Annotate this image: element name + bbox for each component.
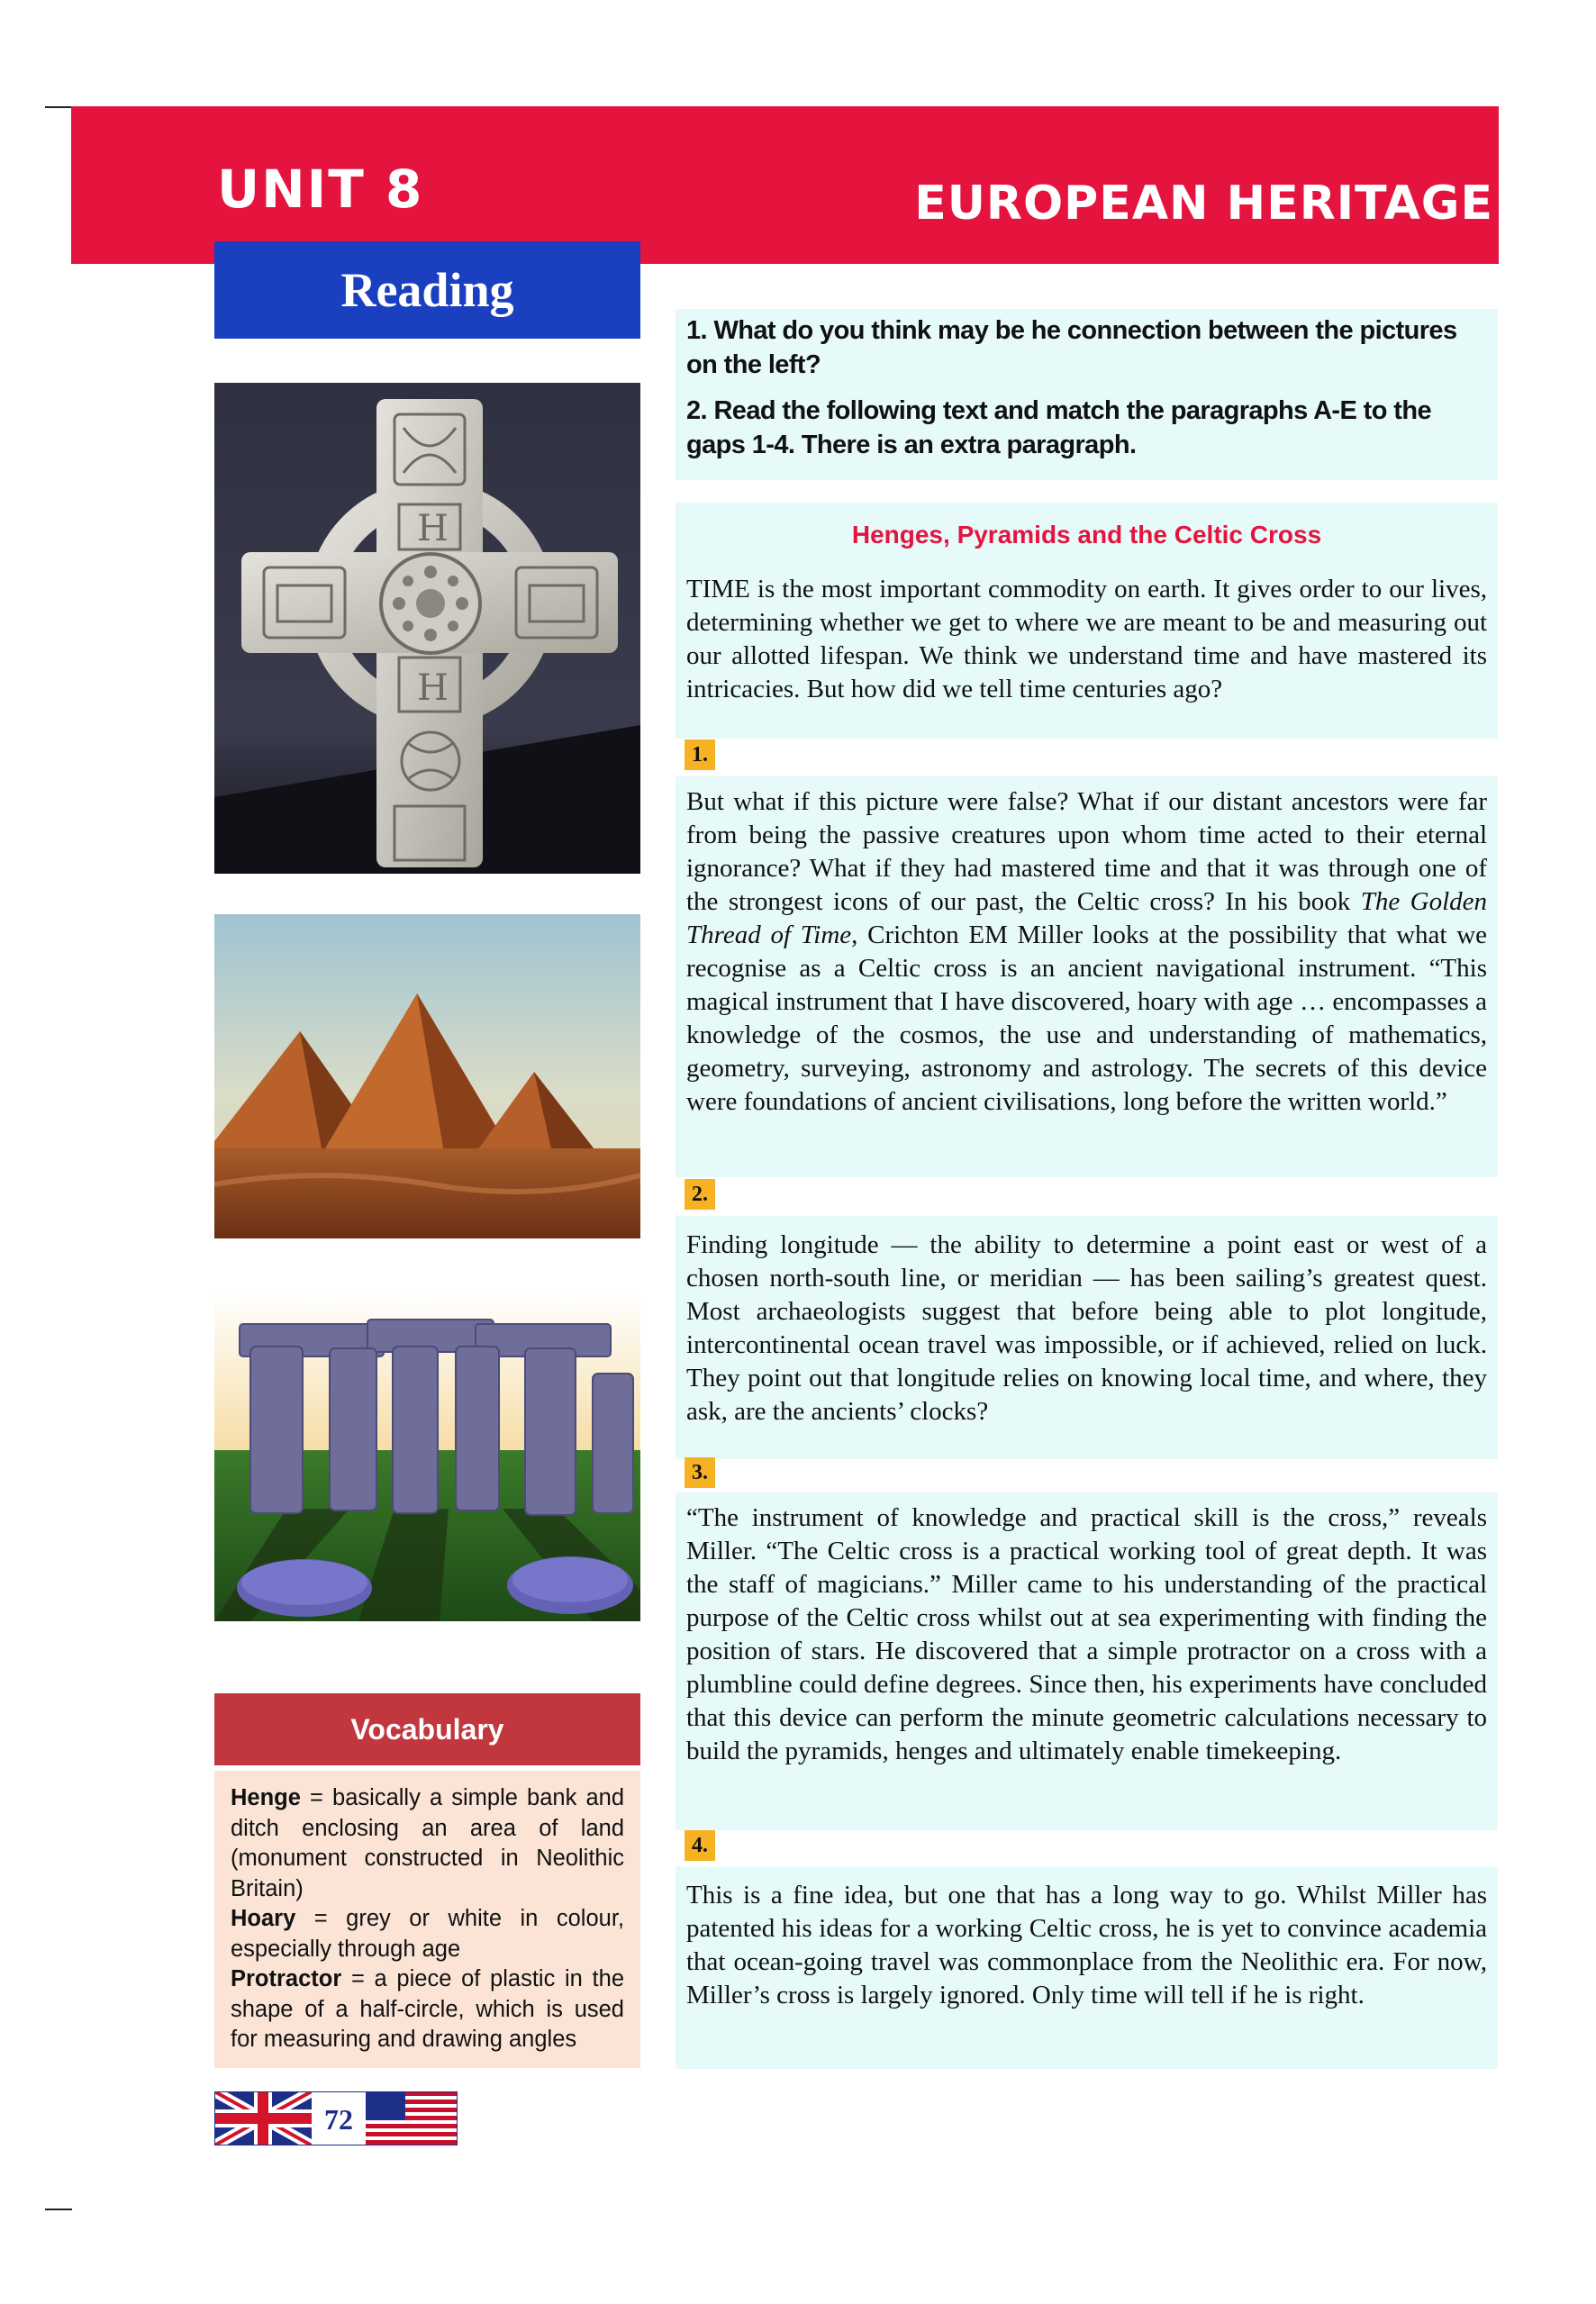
crop-mark-top [45,106,72,108]
paragraph-4-box [676,1866,1498,2069]
gap-label-3: 3. [685,1457,715,1488]
svg-text:H: H [417,508,449,549]
uk-flag-icon [214,2091,312,2145]
vocab-entry-protractor: Protractor = a piece of plastic in the shape of a half-circle, which is used for measuring and drawing angles [231,1966,624,2052]
us-flag-icon [366,2091,458,2145]
celtic-cross-photo [214,383,640,874]
vocabulary-box [214,1771,640,2068]
book-title: The Golden Thread of Time [686,887,1488,949]
paragraph-2-box [676,1216,1498,1459]
crop-mark-bottom [45,2209,72,2210]
question-2: 2. Read the following text and match the paragraphs A-E to the gaps 1-4. There is an extra paragraph. [686,396,1431,459]
stonehenge-photo [214,1293,640,1621]
gap-label-4: 4. [685,1830,715,1861]
paragraph-1-box [676,776,1498,1177]
paragraph-2: Finding longitude — the ability to determine a point east or west of a chosen north-south line, or meridian — has been sailing’s greatest quest. Most archaeologists suggest that before being able to plot longitude, intercontinental ocean travel was impossible, or if achieved, relied on luck. They point out that longitude relies on knowing local time, and where, they ask, are the ancients’ clocks? [686,1230,1487,1426]
vocab-entry-hoary: Hoary = grey or white in colour, especially through age [231,1906,624,1962]
paragraph-3: “The instrument of knowledge and practical skill is the cross,” reveals Miller. “The Celtic cross is a practical working tool of great depth. It was the staff of magicians.” Miller came to his understanding of the practical purpose of the Celtic cross whilst out at sea experimenting with finding the position of stars. He discovered that a simple protractor on a cross with a plumbline could define degrees. Since then, his experiments have concluded that this device can perform the minute geometric calculations necessary to build the pyramids, henges and ultimately enable timekeeping. [686,1503,1487,1765]
question-1: 1. What do you think may be he connection between the pictures on the left? [686,316,1457,379]
section-title: Reading [214,241,640,339]
pyramids-photo [214,914,640,1238]
unit-header [71,106,1499,264]
vocabulary-heading: Vocabulary [214,1693,640,1765]
gap-label-1: 1. [685,739,715,770]
article-title: Henges, Pyramids and the Celtic Cross [851,521,1322,549]
article-intro: TIME is the most important commodity on earth. It gives order to our lives, determining whether we get to where we are meant to be and measuring out our allotted lifespan. We think we understand time and have mastered its intricacies. But how did we tell time centuries ago? [686,575,1487,703]
unit-theme: EUROPEAN HERITAGE [914,177,1493,231]
vocab-entry-henge: Henge = basically a simple bank and ditch enclosing an area of land (monument constructed in Neolithic Britain) [231,1785,624,1901]
paragraph-3-box [676,1492,1498,1830]
questions-box [676,309,1498,480]
article-intro-box [676,503,1498,739]
paragraph-1: But what if this picture were false? What if our distant ancestors were far from being the passive creatures upon whom time acted to their eternal ignorance? What if they had mastered time and that it was through one of the strongest icons of our past, the Celtic cross? In his book The Golden Thread of Time, Crichton EM Miller looks at the possibility that what we recognise as a Celtic cross is an ancient navigational instrument. “This magical instrument that I have discovered, hoary with age … encompasses a knowledge of the cosmos, the use and understanding of mathematics, geometry, surveying, astronomy and astrology. The secrets of this device were foundations of ancient civilisations, long before the written world.” [686,787,1488,1116]
page-number: 72 [324,2103,353,2136]
paragraph-4: This is a fine idea, but one that has a long way to go. Whilst Miller has patented his ideas for a working Celtic cross, he is yet to convince academia that ocean-going travel was commonplace from the Neolithic era. For now, Miller’s cross is largely ignored. Only time will tell if he is right. [686,1881,1487,2009]
gap-label-2: 2. [685,1179,715,1210]
page-number-bar [214,2091,458,2145]
svg-text:H: H [417,667,449,709]
unit-title: UNIT 8 [217,159,424,220]
